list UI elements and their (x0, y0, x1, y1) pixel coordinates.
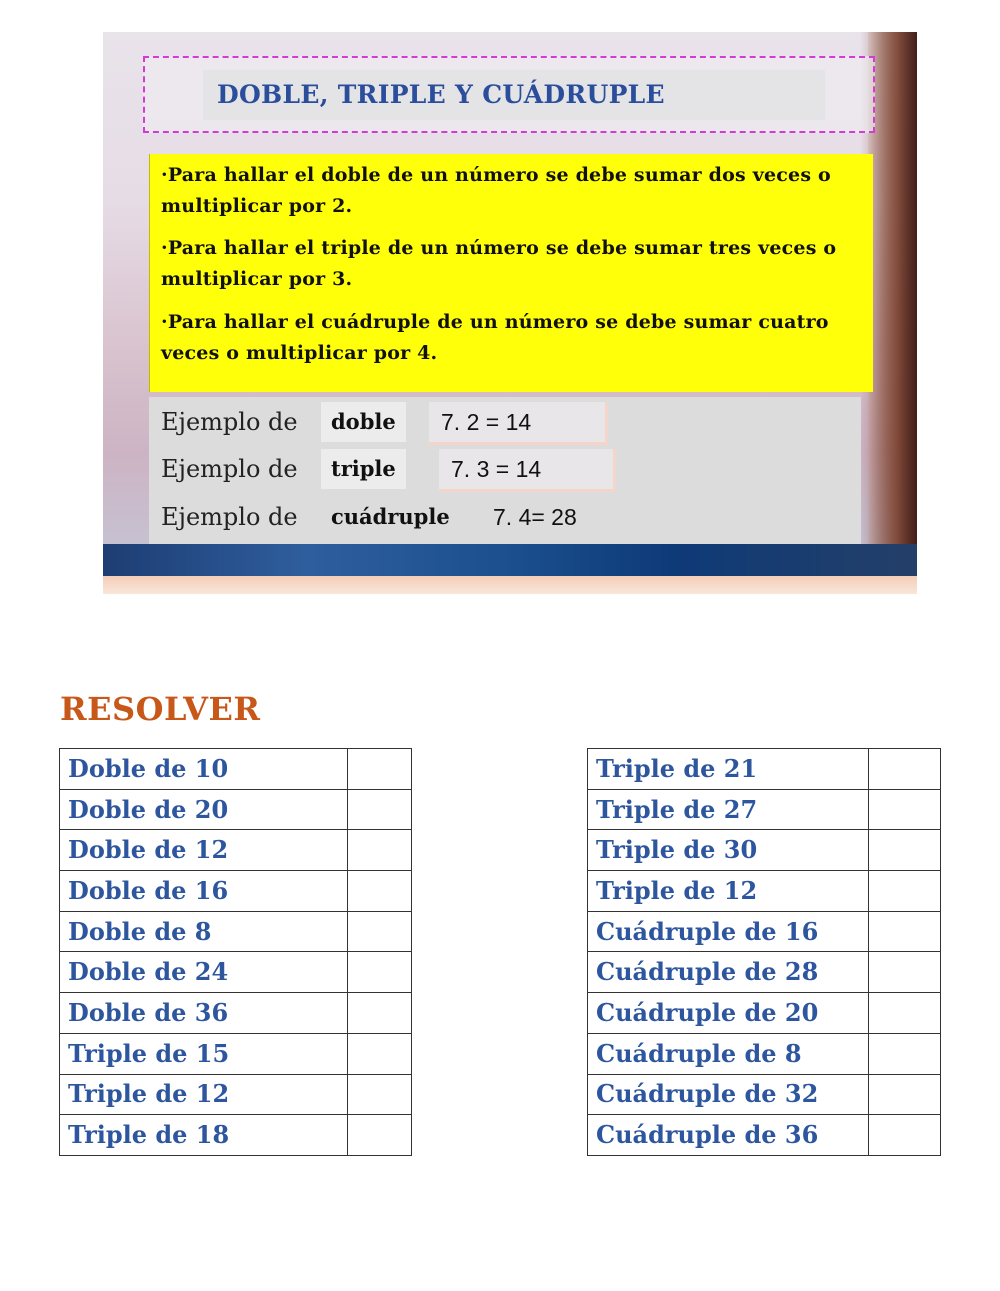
table-row (588, 871, 941, 912)
answer-cell[interactable] (348, 952, 412, 993)
question-cell (588, 911, 869, 952)
question-text: Triple de 15 (68, 1038, 230, 1068)
question-text: Triple de 12 (596, 875, 758, 905)
table-row (60, 871, 412, 912)
question-cell (60, 993, 348, 1034)
answer-cell[interactable] (869, 993, 941, 1034)
table-row (60, 789, 412, 830)
question-cell (60, 1074, 348, 1115)
question-text: Cuádruple de 28 (596, 957, 819, 987)
table-row (588, 993, 941, 1034)
question-text: Doble de 20 (68, 794, 229, 824)
exercise-table-right (587, 748, 941, 1156)
question-text: Doble de 24 (68, 957, 229, 987)
question-text: Triple de 21 (596, 753, 758, 783)
answer-cell[interactable] (348, 1115, 412, 1156)
answer-cell[interactable] (869, 911, 941, 952)
question-cell (588, 1033, 869, 1074)
question-text: Cuádruple de 36 (596, 1120, 819, 1150)
question-cell (60, 1033, 348, 1074)
question-text: Doble de 10 (68, 753, 229, 783)
table-row (60, 1074, 412, 1115)
question-cell (588, 1074, 869, 1115)
rules-box (149, 154, 873, 392)
question-cell (588, 952, 869, 993)
exercise-table-left (59, 748, 412, 1156)
question-cell (60, 749, 348, 790)
question-text: Cuádruple de 8 (596, 1038, 802, 1068)
table-row (60, 993, 412, 1034)
page-title: DOBLE, TRIPLE Y CUÁDRUPLE (217, 80, 665, 109)
answer-cell[interactable] (348, 1074, 412, 1115)
title-box (203, 70, 825, 120)
question-text: Triple de 12 (68, 1079, 230, 1109)
answer-cell[interactable] (348, 871, 412, 912)
answer-cell[interactable] (348, 789, 412, 830)
question-text: Cuádruple de 32 (596, 1079, 819, 1109)
question-text: Cuádruple de 20 (596, 997, 819, 1027)
table-row (588, 1115, 941, 1156)
question-cell (60, 830, 348, 871)
title-frame (143, 56, 875, 133)
table-row (588, 830, 941, 871)
table-row (588, 911, 941, 952)
banner-shade (868, 32, 917, 544)
table-row (60, 911, 412, 952)
question-text: Doble de 16 (68, 875, 229, 905)
question-text: Doble de 8 (68, 916, 212, 946)
question-cell (588, 1115, 869, 1156)
question-text: Triple de 27 (596, 794, 758, 824)
answer-cell[interactable] (869, 1033, 941, 1074)
table-row (60, 830, 412, 871)
answer-cell[interactable] (348, 830, 412, 871)
banner-under-stripe (103, 576, 917, 594)
question-text: Triple de 30 (596, 835, 758, 865)
table-row (588, 789, 941, 830)
question-text: Triple de 18 (68, 1120, 230, 1150)
explanation-banner (103, 32, 917, 594)
rule-cuadruple: ·Para hallar el cuádruple de un número se debe sumar cuatro veces o multiplicar por 4. (161, 311, 829, 364)
table-row (60, 749, 412, 790)
question-text: Doble de 36 (68, 997, 229, 1027)
rule-doble: ·Para hallar el doble de un número se debe sumar dos veces o multiplicar por 2. (161, 164, 831, 217)
answer-cell[interactable] (869, 830, 941, 871)
example-operation: 7. 3 = 14 (439, 449, 616, 492)
answer-cell[interactable] (869, 871, 941, 912)
example-word: cuádruple (321, 497, 460, 537)
table-row (588, 1074, 941, 1115)
question-cell (588, 830, 869, 871)
question-cell (60, 952, 348, 993)
question-cell (60, 871, 348, 912)
table-row (60, 952, 412, 993)
table-row (60, 1033, 412, 1074)
resolver-heading: RESOLVER (60, 690, 261, 728)
example-operation: 7. 4= 28 (481, 497, 605, 537)
table-row (588, 952, 941, 993)
example-operation: 7. 2 = 14 (429, 402, 608, 445)
question-text: Cuádruple de 16 (596, 916, 819, 946)
example-label: Ejemplo de (161, 503, 298, 531)
answer-cell[interactable] (348, 1033, 412, 1074)
question-cell (588, 871, 869, 912)
answer-cell[interactable] (869, 952, 941, 993)
answer-cell[interactable] (869, 749, 941, 790)
answer-cell[interactable] (348, 749, 412, 790)
example-word: doble (321, 402, 406, 442)
table-row (588, 1033, 941, 1074)
answer-cell[interactable] (869, 789, 941, 830)
question-cell (60, 1115, 348, 1156)
question-cell (588, 993, 869, 1034)
example-word: triple (321, 449, 406, 489)
question-cell (588, 789, 869, 830)
rule-triple: ·Para hallar el triple de un número se debe sumar tres veces o multiplicar por 3. (161, 237, 837, 290)
question-cell (60, 789, 348, 830)
answer-cell[interactable] (869, 1074, 941, 1115)
question-cell (588, 749, 869, 790)
banner-bottom-stripe (103, 544, 917, 576)
example-label: Ejemplo de (161, 408, 298, 436)
answer-cell[interactable] (348, 911, 412, 952)
example-label: Ejemplo de (161, 455, 298, 483)
question-cell (60, 911, 348, 952)
table-row (588, 749, 941, 790)
question-text: Doble de 12 (68, 835, 229, 865)
answer-cell[interactable] (348, 993, 412, 1034)
table-row (60, 1115, 412, 1156)
answer-cell[interactable] (869, 1115, 941, 1156)
